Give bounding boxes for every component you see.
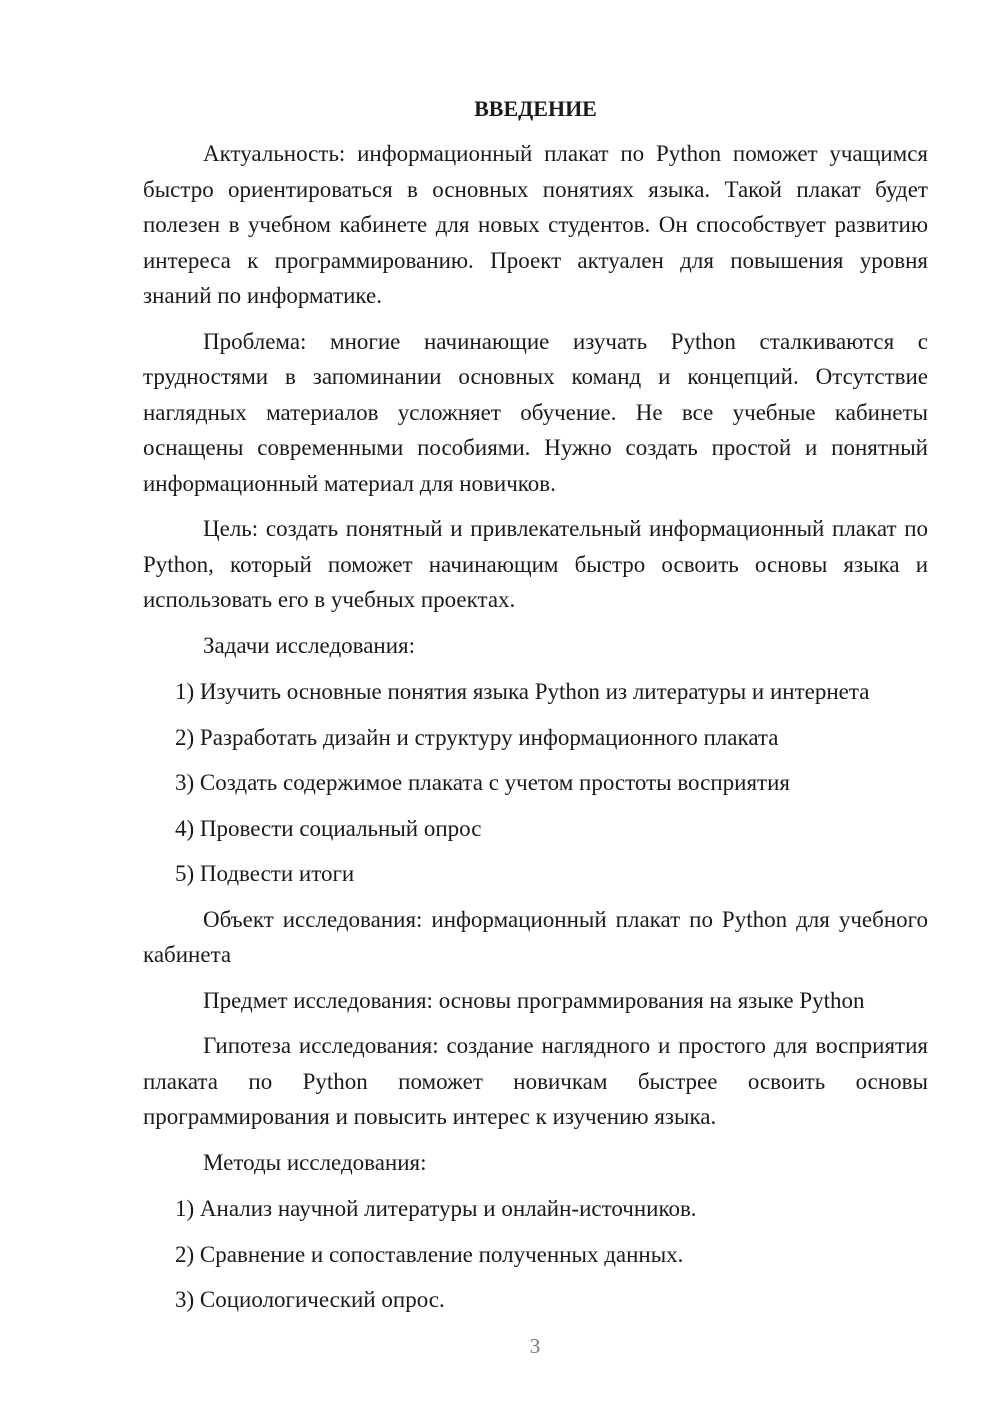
page-number: 3 <box>529 1334 541 1358</box>
document-page <box>143 92 928 1328</box>
problem-paragraph: Проблема: многие начинающие изучать Python сталкиваются с трудностями в запоминании основных команд и концепций. Отсутствие наглядных материалов усложняет обучение. Не все учебные кабинеты оснащены современными пособиями. Нужно создать простой и понятный информационный материал для новичков. <box>143 328 928 496</box>
task-item: 2) Разработать дизайн и структуру информационного плаката <box>175 724 779 750</box>
task-item: 3) Создать содержимое плаката с учетом простоты восприятия <box>175 770 790 795</box>
task-item: 4) Провести социальный опрос <box>175 815 482 841</box>
method-item: 2) Сравнение и сопоставление полученных данных. <box>175 1241 684 1267</box>
method-item: 1) Анализ научной литературы и онлайн-источников. <box>175 1196 697 1221</box>
task-item: 5) Подвести итоги <box>175 861 355 886</box>
tasks-list <box>143 674 928 892</box>
document-title: ВВЕДЕНИЕ <box>474 96 597 121</box>
tasks-heading: Задачи исследования: <box>203 632 416 658</box>
methods-heading: Методы исследования: <box>203 1149 427 1175</box>
methods-list <box>143 1191 928 1318</box>
subject-paragraph: Предмет исследования: основы программирования на языке Python <box>203 987 865 1013</box>
hypothesis-paragraph: Гипотеза исследования: создание наглядного и простого для восприятия плаката по Python поможет новичкам быстрее освоить основы программирования и повысить интерес к изучению языка. <box>143 1033 928 1129</box>
method-item: 3) Социологический опрос. <box>175 1287 445 1312</box>
goal-paragraph: Цель: создать понятный и привлекательный информационный плакат по Python, который поможет начинающим быстро освоить основы языка и использовать его в учебных проектах. <box>143 516 928 612</box>
relevance-paragraph: Актуальность: информационный плакат по Python поможет учащимся быстро ориентироваться в основных понятиях языка. Такой плакат будет полезен в учебном кабинете для новых студентов. Он способствует развитию интереса к программированию. Проект актуален для повышения уровня знаний по информатике. <box>143 141 928 308</box>
object-paragraph: Объект исследования: информационный плакат по Python для учебного кабинета <box>143 906 928 967</box>
task-item: 1) Изучить основные понятия языка Python из литературы и интернета <box>175 679 870 704</box>
